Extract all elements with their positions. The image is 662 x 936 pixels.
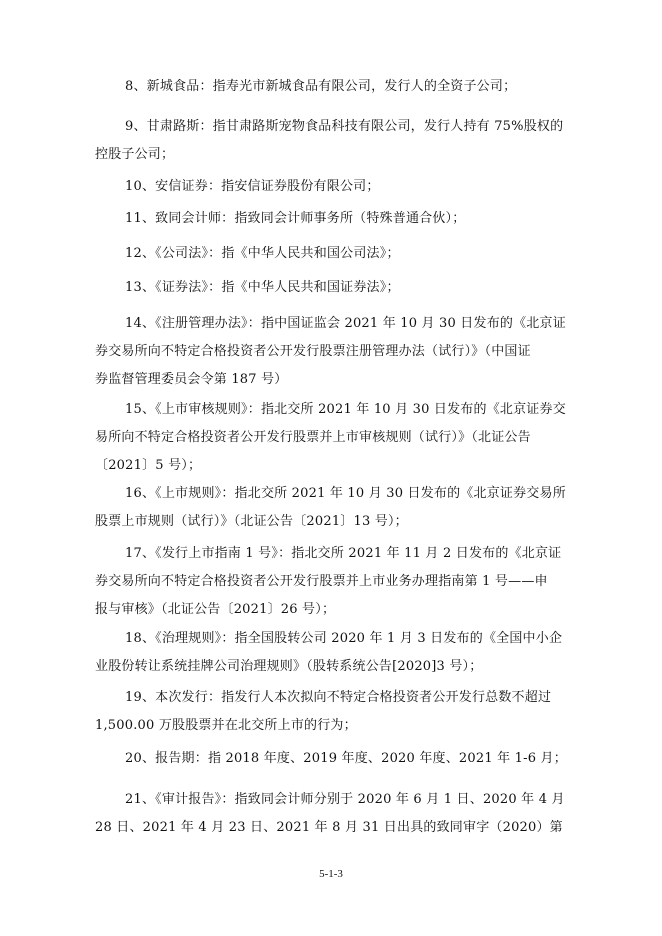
paragraph-14 bbox=[95, 310, 571, 394]
paragraph-line: 1,500.00 万股股票并在北交所上市的行为； bbox=[95, 718, 357, 733]
paragraph-21 bbox=[95, 786, 571, 842]
paragraph-10 bbox=[95, 173, 571, 201]
paragraph-line: 18、《治理规则》：指全国股转公司 2020 年 1 月 3 日发布的《全国中小企 bbox=[125, 631, 563, 646]
paragraph-12 bbox=[95, 240, 571, 268]
paragraph-line: 控股子公司； bbox=[95, 147, 175, 162]
paragraph-line: 券交易所向不特定合格投资者公开发行股票并上市业务办理指南第 1 号——申 bbox=[95, 574, 548, 589]
paragraph-line: 16、《上市规则》：指北交所 2021 年 10 月 30 日发布的《北京证券交易所 bbox=[125, 486, 566, 501]
paragraph-line: 券监督管理委员会令第 187 号） bbox=[95, 372, 288, 387]
page-number: 5-1-3 bbox=[319, 868, 343, 880]
paragraph-13 bbox=[95, 274, 571, 302]
paragraph-line: 12、《公司法》：指《中华人民共和国公司法》； bbox=[125, 246, 400, 261]
paragraph-line: 14、《注册管理办法》：指中国证监会 2021 年 10 月 30 日发布的《北京证 bbox=[125, 316, 566, 331]
paragraph-19 bbox=[95, 684, 571, 740]
paragraph-line: 9、甘肃路斯：指甘肃路斯宠物食品科技有限公司，发行人持有 75%股权的 bbox=[125, 119, 564, 134]
paragraph-line: 19、本次发行：指发行人本次拟向不特定合格投资者公开发行总数不超过 bbox=[125, 690, 552, 705]
paragraph-line: 17、《发行上市指南 1 号》：指北交所 2021 年 11 月 2 日发布的《北京证 bbox=[125, 546, 562, 561]
paragraph-line: 13、《证券法》：指《中华人民共和国证券法》； bbox=[125, 280, 400, 295]
paragraph-line: 21、《审计报告》：指致同会计师分别于 2020 年 6 月 1 日、2020 年 4 月 bbox=[125, 792, 565, 807]
paragraph-line: 股票上市规则（试行）》（北证公告〔2021〕13 号）； bbox=[95, 514, 408, 529]
paragraph-line: 10、安信证券：指安信证券股份有限公司； bbox=[125, 179, 380, 194]
paragraph-8 bbox=[95, 73, 571, 101]
paragraph-line: 28 日、2021 年 4 月 23 日、2021 年 8 月 31 日出具的致同审字（2020）第 bbox=[95, 820, 563, 835]
paragraph-17 bbox=[95, 540, 571, 624]
paragraph-20 bbox=[95, 745, 571, 773]
paragraph-line: 8、新城食品：指寿光市新城食品有限公司，发行人的全资子公司； bbox=[125, 79, 517, 94]
paragraph-15 bbox=[95, 396, 571, 480]
paragraph-line: 券交易所向不特定合格投资者公开发行股票注册管理办法（试行）》（中国证 bbox=[95, 344, 531, 359]
paragraph-18 bbox=[95, 625, 571, 681]
paragraph-line: 15、《上市审核规则》：指北交所 2021 年 10 月 30 日发布的《北京证券交 bbox=[125, 402, 566, 417]
paragraph-line: 11、致同会计师：指致同会计师事务所（特殊普通合伙）； bbox=[125, 211, 466, 226]
paragraph-9 bbox=[95, 113, 571, 169]
paragraph-11 bbox=[95, 205, 571, 233]
paragraph-line: 〔2021〕5 号）； bbox=[95, 458, 202, 473]
paragraph-line: 报与审核》（北证公告〔2021〕26 号）； bbox=[95, 602, 336, 617]
paragraph-line: 易所向不特定合格投资者公开发行股票并上市审核规则（试行）》（北证公告 bbox=[95, 430, 531, 445]
paragraph-16 bbox=[95, 480, 571, 536]
paragraph-line: 业股份转让系统挂牌公司治理规则》（股转系统公告[2020]3 号）； bbox=[95, 659, 483, 674]
paragraph-line: 20、报告期：指 2018 年度、2019 年度、2020 年度、2021 年 1-6 月； bbox=[125, 751, 567, 766]
